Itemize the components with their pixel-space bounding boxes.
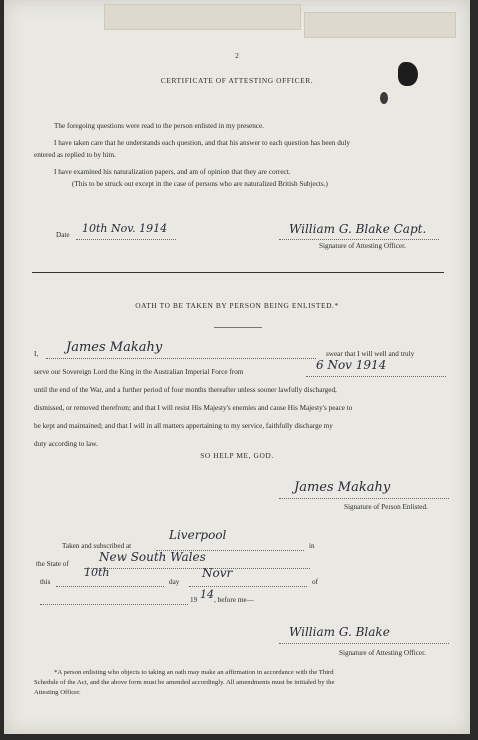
certificate-line-3: I have examined his naturalization papers, and am of opinion that they are correct. xyxy=(54,168,291,176)
oath-line-4: dismissed, or removed therefrom; and that I will resist His Majesty's enemies and cause His Majesty's peace to xyxy=(34,404,353,412)
day-dotted-line xyxy=(56,586,164,587)
month-handwritten: Novr xyxy=(202,566,233,580)
paper-sheet xyxy=(4,0,470,734)
enlistee-signature-handwritten: James Makahy xyxy=(294,480,391,495)
year-prefix-dotted-line xyxy=(40,604,188,605)
year-prefix: 19 xyxy=(190,596,198,604)
date-dotted-line xyxy=(76,239,176,240)
this-label: this xyxy=(40,578,51,586)
date-handwritten: 10th Nov. 1914 xyxy=(82,222,168,235)
enlistee-signature-line xyxy=(279,498,449,499)
state-handwritten: New South Wales xyxy=(99,550,206,564)
oath-i-label: I, xyxy=(34,350,39,358)
from-date-dotted-line xyxy=(306,376,446,377)
paper-hole xyxy=(380,92,388,104)
month-dotted-line xyxy=(189,586,307,587)
before-label: , before me— xyxy=(214,596,254,604)
footnote-line-1: *A person enlisting who objects to taking an oath may make an affirmation in accordance with the Third xyxy=(54,669,334,676)
officer-signature-line xyxy=(279,239,439,240)
name-dotted-line xyxy=(46,358,316,359)
oath-line-1-end: swear that I will well and truly xyxy=(326,350,415,358)
tape-strip-right xyxy=(304,12,456,38)
day-handwritten: 10th xyxy=(84,566,110,579)
footnote-line-3: Attesting Officer. xyxy=(34,689,81,696)
oath-line-3: until the end of the War, and a further period of four months thereafter unless sooner lawfully discharged, xyxy=(34,386,337,394)
enlistee-name-handwritten: James Makahy xyxy=(66,340,163,355)
footnote-line-2: Schedule of the Act, and the above form must be amended accordingly. All amendments must be initialed by the xyxy=(34,679,335,686)
place-handwritten: Liverpool xyxy=(169,528,227,542)
in-label: in xyxy=(309,542,315,550)
state-label: the State of xyxy=(36,560,69,568)
attesting-signature-line xyxy=(279,643,449,644)
certificate-line-1: The foregoing questions were read to the person enlisted in my presence. xyxy=(54,122,264,130)
certificate-line-2a: I have taken care that he understands each question, and that his answer to each question has been duly xyxy=(54,139,350,147)
oath-heading: OATH TO BE TAKEN BY PERSON BEING ENLISTED.* xyxy=(135,301,339,310)
attesting-signature-label: Signature of Attesting Officer. xyxy=(339,649,426,657)
oath-line-2: serve our Sovereign Lord the King in the Australian Imperial Force from xyxy=(34,368,244,376)
of-label: of xyxy=(312,578,318,586)
section-divider xyxy=(32,272,444,273)
day-label: day xyxy=(169,578,180,586)
enlistee-signature-label: Signature of Person Enlisted. xyxy=(344,503,428,511)
year-handwritten: 14 xyxy=(200,588,214,601)
certificate-heading: CERTIFICATE OF ATTESTING OFFICER. xyxy=(160,76,314,85)
from-date-handwritten: 6 Nov 1914 xyxy=(316,358,387,372)
oath-heading-underline xyxy=(214,327,262,328)
certificate-line-4: (This to be struck out except in the case of persons who are naturalized British Subjects.) xyxy=(72,180,328,188)
tape-strip-left xyxy=(104,4,301,30)
page-number: 2 xyxy=(235,52,239,60)
oath-line-6: duty according to law. xyxy=(34,440,98,448)
oath-closing: SO HELP ME, GOD. xyxy=(200,451,274,460)
attesting-signature-handwritten: William G. Blake xyxy=(289,625,390,639)
officer-signature-label: Signature of Attesting Officer. xyxy=(319,242,406,250)
date-label: Date xyxy=(56,231,70,239)
certificate-line-2b: entered as replied to by him. xyxy=(34,151,116,159)
officer-signature-handwritten: William G. Blake Capt. xyxy=(289,222,427,236)
state-dotted-line xyxy=(84,568,310,569)
taken-label: Taken and subscribed at xyxy=(62,542,132,550)
oath-line-5: be kept and maintained; and that I will in all matters appertaining to my service, faithfully discharge my xyxy=(34,422,333,430)
